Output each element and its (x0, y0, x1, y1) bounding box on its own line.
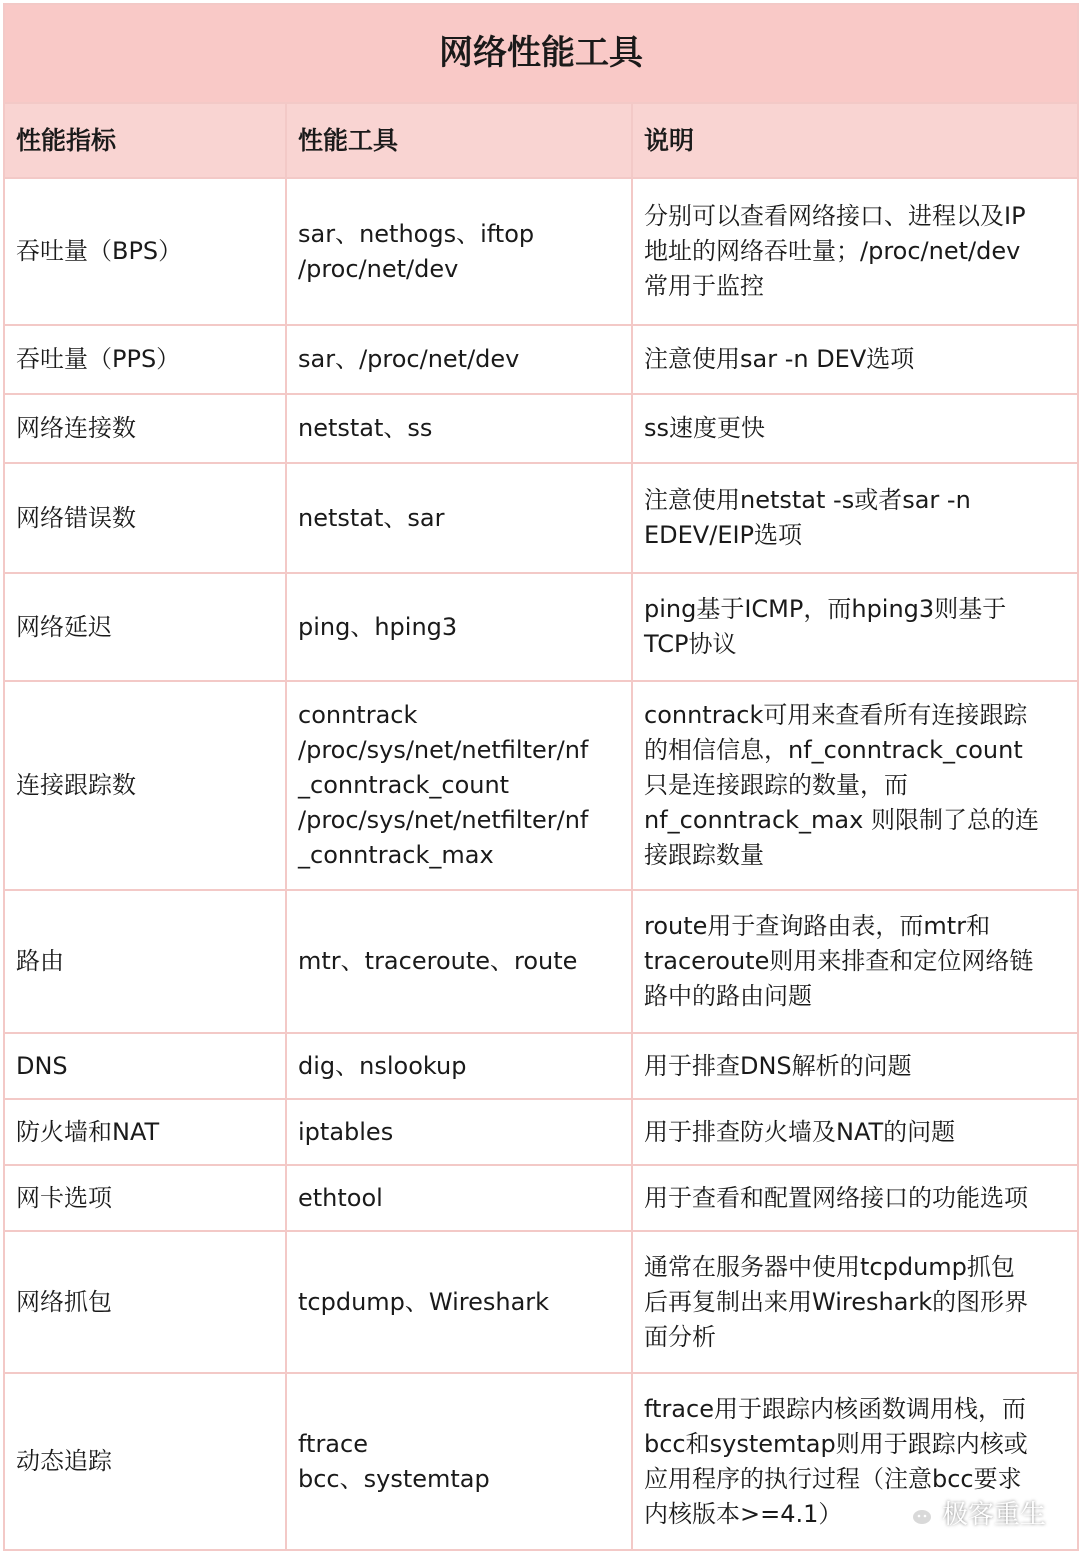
table-row (4, 1231, 1078, 1373)
tools-cell: ethtool (286, 1165, 632, 1231)
table-title: 网络性能工具 (4, 4, 1078, 103)
description-cell: ftrace用于跟踪内核函数调用栈，而 bcc和systemtap则用于跟踪内核或 应用程序的执行过程（注意bcc要求 内核版本>=4.1） (632, 1373, 1078, 1550)
description-cell: 分别可以查看网络接口、进程以及IP 地址的网络吞吐量；/proc/net/dev 常用于监控 (632, 178, 1078, 325)
tools-cell: sar、/proc/net/dev (286, 325, 632, 394)
description-cell: 用于排查DNS解析的问题 (632, 1033, 1078, 1099)
title-row (4, 4, 1078, 103)
tools-cell: ping、hping3 (286, 573, 632, 681)
table-row (4, 1033, 1078, 1099)
network-tools-table (3, 3, 1079, 1551)
metric-cell: 网络抓包 (4, 1231, 286, 1373)
description-cell: 注意使用netstat -s或者sar -n EDEV/EIP选项 (632, 463, 1078, 573)
tools-cell: iptables (286, 1099, 632, 1165)
description-cell: route用于查询路由表，而mtr和 traceroute则用来排查和定位网络链 路中的路由问题 (632, 890, 1078, 1033)
tools-cell: sar、nethogs、iftop /proc/net/dev (286, 178, 632, 325)
tools-cell: conntrack /proc/sys/net/netfilter/nf _conntrack_count /proc/sys/net/netfilter/nf _conntrack_max (286, 681, 632, 890)
metric-cell: DNS (4, 1033, 286, 1099)
metric-cell: 网络延迟 (4, 573, 286, 681)
table-row (4, 681, 1078, 890)
tools-cell: mtr、traceroute、route (286, 890, 632, 1033)
description-cell: 注意使用sar -n DEV选项 (632, 325, 1078, 394)
table-row (4, 1099, 1078, 1165)
description-cell: 用于排查防火墙及NAT的问题 (632, 1099, 1078, 1165)
metric-cell: 网络错误数 (4, 463, 286, 573)
column-header-tools: 性能工具 (286, 103, 632, 178)
column-header-metric: 性能指标 (4, 103, 286, 178)
table-row (4, 463, 1078, 573)
table-row (4, 325, 1078, 394)
column-header-description: 说明 (632, 103, 1078, 178)
tools-cell: netstat、sar (286, 463, 632, 573)
table-row (4, 1165, 1078, 1231)
watermark-text: 极客重生 (941, 1500, 1046, 1530)
tools-cell: tcpdump、Wireshark (286, 1231, 632, 1373)
description-cell: conntrack可用来查看所有连接跟踪 的相信信息，nf_conntrack_count 只是连接跟踪的数量，而 nf_conntrack_max 则限制了总的连 接跟踪数量 (632, 681, 1078, 890)
metric-cell: 网络连接数 (4, 394, 286, 463)
table-row (4, 178, 1078, 325)
metric-cell: 路由 (4, 890, 286, 1033)
watermark (898, 1494, 1046, 1531)
tools-cell: ftrace bcc、systemtap (286, 1373, 632, 1550)
metric-cell: 吞吐量（BPS） (4, 178, 286, 325)
header-row (4, 103, 1078, 178)
description-cell: 用于查看和配置网络接口的功能选项 (632, 1165, 1078, 1231)
description-cell: ss速度更快 (632, 394, 1078, 463)
wechat-icon (898, 1497, 934, 1529)
table-row (4, 394, 1078, 463)
metric-cell: 动态追踪 (4, 1373, 286, 1550)
metric-cell: 连接跟踪数 (4, 681, 286, 890)
metric-cell: 吞吐量（PPS） (4, 325, 286, 394)
description-cell: 通常在服务器中使用tcpdump抓包 后再复制出来用Wireshark的图形界 面分析 (632, 1231, 1078, 1373)
metric-cell: 防火墙和NAT (4, 1099, 286, 1165)
tools-cell: netstat、ss (286, 394, 632, 463)
table-row (4, 573, 1078, 681)
table-row (4, 890, 1078, 1033)
description-cell: ping基于ICMP，而hping3则基于 TCP协议 (632, 573, 1078, 681)
tools-cell: dig、nslookup (286, 1033, 632, 1099)
metric-cell: 网卡选项 (4, 1165, 286, 1231)
